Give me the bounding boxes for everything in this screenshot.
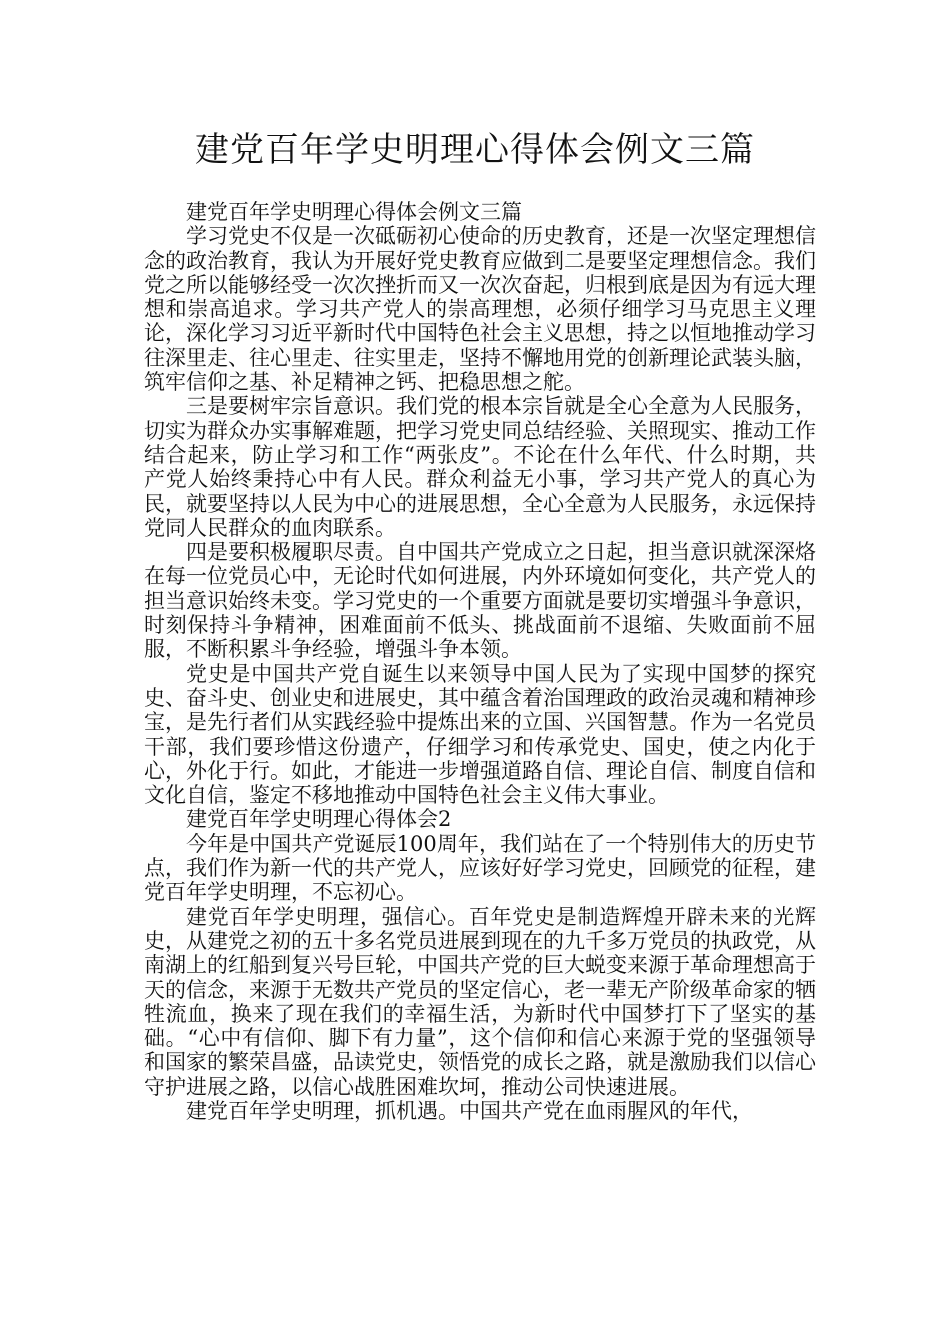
- body-paragraph: 建党百年学史明理，抓机遇。中国共产党在血雨腥风的年代，: [186, 1098, 753, 1123]
- document-title: 建党百年学史明理心得体会例文三篇: [195, 130, 755, 170]
- document-body: [144, 200, 816, 1123]
- body-paragraph-subtitle: 建党百年学史明理心得体会例文三篇: [186, 200, 522, 224]
- body-paragraph: 今年是中国共产党诞辰100周年，我们站在了一个特别伟大的历史节点，我们作为新一代的共产党人，应该好好学习党史，回顾党的征程，建党百年学史明理，不忘初心。: [144, 831, 816, 905]
- body-paragraph: 三是要树牢宗旨意识。我们党的根本宗旨就是全心全意为人民服务，切实为群众办实事解难题，把学习党史同总结经验、关照现实、推动工作结合起来，防止学习和工作“两张皮”。不论在什么年代、什么时期，共产党人始终秉持心中有人民。群众利益无小事，学习共产党人的真心为民，就要坚持以人民为中心的进展思想，全心全意为人民服务，永远保持党同人民群众的血肉联系。: [144, 394, 816, 540]
- body-paragraph: 党史是中国共产党自诞生以来领导中国人民为了实现中国梦的探究史、奋斗史、创业史和进展史，其中蕴含着治国理政的政治灵魂和精神珍宝，是先行者们从实践经验中提炼出来的立国、兴国智慧。作为一名党员干部，我们要珍惜这份遗产，仔细学习和传承党史、国史，使之内化于心，外化于行。如此，才能进一步增强道路自信、理论自信、制度自信和文化自信，鉴定不移地推动中国特色社会主义伟大事业。: [144, 661, 816, 808]
- section-heading: 建党百年学史明理心得体会2: [186, 807, 452, 832]
- body-paragraph: 学习党史不仅是一次砥砺初心使命的历史教育，还是一次坚定理想信念的政治教育，我认为开展好党史教育应做到二是要坚定理想信念。我们党之所以能够经受一次次挫折而又一次次奋起，归根到底是因为有远大理想和崇高追求。学习共产党人的崇高理想，必须仔细学习马克思主义理论，深化学习习近平新时代中国特色社会主义思想，持之以恒地推动学习往深里走、往心里走、往实里走，坚持不懈地用党的创新理论武装头脑，筑牢信仰之基、补足精神之钙、把稳思想之舵。: [144, 224, 816, 395]
- body-paragraph: 建党百年学史明理，强信心。百年党史是制造辉煌开辟未来的光辉史，从建党之初的五十多名党员进展到现在的九千多万党员的执政党，从南湖上的红船到复兴号巨轮，中国共产党的巨大蜕变来源于革命理想高于天的信念，来源于无数共产党员的坚定信心，老一辈无产阶级革命家的牺牲流血，换来了现在我们的幸福生活，为新时代中国梦打下了坚实的基础。“心中有信仰、脚下有力量”，这个信仰和信心来源于党的坚强领导和国家的繁荣昌盛，品读党史，领悟党的成长之路，就是激励我们以信心守护进展之路，以信心战胜困难坎坷，推动公司快速进展。: [144, 904, 816, 1099]
- body-paragraph: 四是要积极履职尽责。自中国共产党成立之日起，担当意识就深深烙在每一位党员心中，无论时代如何进展，内外环境如何变化，共产党人的担当意识始终未变。学习党史的一个重要方面就是要切实增强斗争意识，时刻保持斗争精神，困难面前不低头、挑战面前不退缩、失败面前不屈服，不断积累斗争经验，增强斗争本领。: [144, 540, 816, 662]
